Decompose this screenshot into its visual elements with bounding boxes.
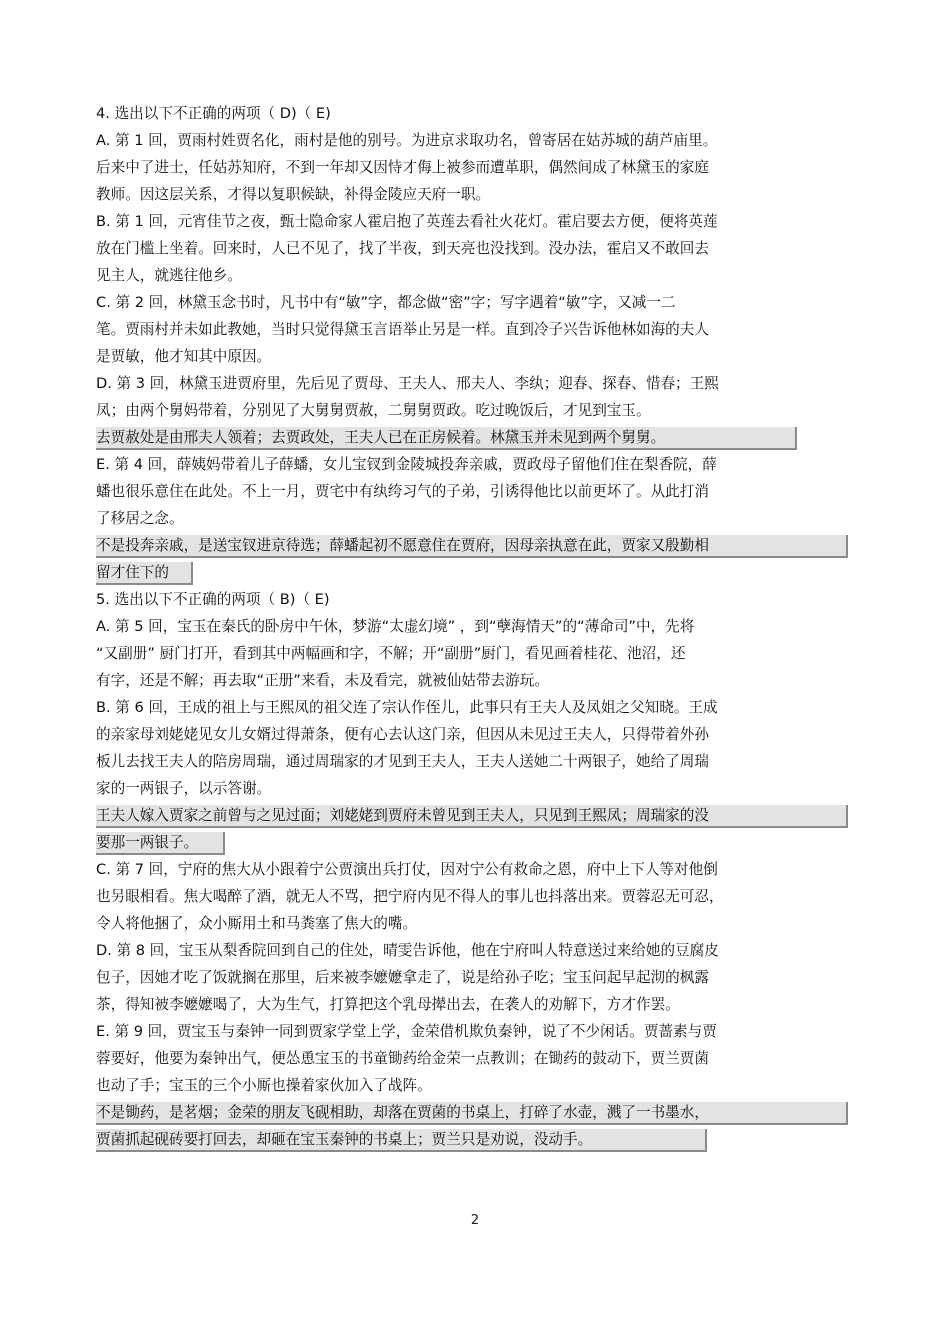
q4-stem: 4. 选出以下不正确的两项（ D)（ E) bbox=[96, 105, 331, 122]
q5-option-b-line-2: 的亲家母刘姥姥见女儿女婿过得萧条，便有心去认这门亲，但因从未见过王夫人，只得带着外孙 bbox=[96, 726, 709, 743]
q4-option-a-line-1: A. 第 1 回，贾雨村姓贾名化，雨村是他的别号。为进京求取功名，曾寄居在姑苏城的葫芦庙里。 bbox=[96, 132, 718, 149]
q4-option-b-line-3: 见主人，就逃往他乡。 bbox=[96, 267, 242, 284]
q4-option-c-line-2: 笔。贾雨村并未如此教她，当时只觉得黛玉言语举止另是一样。直到冷子兴告诉他林如海的夫人 bbox=[96, 321, 709, 338]
q5-option-e-line-2: 蓉要好，他要为秦钟出气，便怂恿宝玉的书童锄药给金荣一点教训；在锄药的鼓动下，贾兰贾菌 bbox=[96, 1050, 709, 1067]
q5-e-note-highlight-2: 贾菌抓起砚砖要打回去，却砸在宝玉秦钟的书桌上；贾兰只是劝说，没动手。 bbox=[96, 1129, 707, 1152]
q5-option-c-line-2: 也另眼相看。焦大喝醉了酒，就无人不骂，把宁府内见不得人的事儿也抖落出来。贾蓉忍无可忍， bbox=[96, 888, 724, 905]
q5-option-c-line-3: 令人将他捆了，众小厮用土和马粪塞了焦大的嘴。 bbox=[96, 915, 418, 932]
q4-d-explanation bbox=[96, 424, 856, 451]
q4-e-note-highlight-1: 不是投奔亲戚，是送宝钗进京待选；薛蟠起初不愿意住在贾府，因母亲执意在此，贾家又殷勤相 bbox=[96, 535, 848, 558]
q4-option-d-line-2: 凤；由两个舅妈带着，分别见了大舅舅贾赦，二舅舅贾政。吃过晚饭后，才见到宝玉。 bbox=[96, 402, 651, 419]
q4-e-explanation-2 bbox=[96, 559, 856, 586]
page-number: 2 bbox=[470, 1213, 480, 1228]
q4-option-e-line-2: 蟠也很乐意住在此处。不上一月，贾宅中有纨绔习气的子弟，引诱得他比以前更坏了。从此打消 bbox=[96, 483, 709, 500]
q4-d-note-highlight: 去贾赦处是由邢夫人领着；去贾政处，王夫人已在正房候着。林黛玉并未见到两个舅舅。 bbox=[96, 427, 797, 450]
q5-e-explanation-2 bbox=[96, 1126, 856, 1153]
q4-option-b-line-1: B. 第 1 回，元宵佳节之夜，甄士隐命家人霍启抱了英莲去看社火花灯。霍启要去方便，便将英莲 bbox=[96, 213, 718, 230]
q5-b-note-highlight-1: 王夫人嫁入贾家之前曾与之见过面；刘姥姥到贾府未曾见到王夫人，只见到王熙凤；周瑞家的没 bbox=[96, 805, 848, 828]
q5-option-b-line-1: B. 第 6 回，王成的祖上与王熙凤的祖父连了宗认作侄儿，此事只有王夫人及凤姐之父知晓。王成 bbox=[96, 699, 718, 716]
q5-option-a-line-3: 有字，还是不解；再去取“正册”来看，未及看完，就被仙姑带去游玩。 bbox=[96, 672, 549, 689]
q5-b-explanation-1 bbox=[96, 802, 856, 829]
q5-b-explanation-2 bbox=[96, 829, 856, 856]
q5-b-note-highlight-2: 要那一两银子。 bbox=[96, 832, 225, 855]
q5-option-b-line-4: 家的一两银子，以示答谢。 bbox=[96, 780, 272, 797]
q4-option-e-line-1: E. 第 4 回，薛姨妈带着儿子薛蟠，女儿宝钗到金陵城投奔亲戚，贾政母子留他们住在梨香院，薛 bbox=[96, 456, 717, 473]
q5-option-d-line-2: 包子，因她才吃了饭就搁在那里，后来被李嬷嬷拿走了，说是给孙子吃；宝玉问起早起沏的枫露 bbox=[96, 969, 709, 986]
q4-option-e-line-3: 了移居之念。 bbox=[96, 510, 184, 527]
q5-option-d-line-3: 茶，得知被李嬷嬷喝了，大为生气，打算把这个乳母撵出去，在袭人的劝解下，方才作罢。 bbox=[96, 996, 680, 1013]
q5-option-c-line-1: C. 第 7 回，宁府的焦大从小跟着宁公贾演出兵打仗，因对宁公有救命之恩，府中上下人等对他倒 bbox=[96, 861, 718, 878]
q4-option-a-line-2: 后来中了进士，任姑苏知府，不到一年却又因恃才侮上被参而遭革职，偶然间成了林黛玉的家庭 bbox=[96, 159, 709, 176]
q4-e-explanation-1 bbox=[96, 532, 856, 559]
q5-e-explanation-1 bbox=[96, 1099, 856, 1126]
q5-option-a-line-2: “又副册” 厨门打开，看到其中两幅画和字，不解；开“副册”厨门，看见画着桂花、池沼，还 bbox=[96, 645, 686, 662]
q4-option-d-line-1: D. 第 3 回，林黛玉进贾府里，先后见了贾母、王夫人、邢夫人、李纨；迎春、探春、惜春；王熙 bbox=[96, 375, 719, 392]
q5-option-e-line-1: E. 第 9 回，贾宝玉与秦钟一同到贾家学堂上学，金荣借机欺负秦钟，说了不少闲话。贾蔷素与贾 bbox=[96, 1023, 717, 1040]
q4-option-c-line-1: C. 第 2 回，林黛玉念书时，凡书中有“敏”字，都念做“密”字；写字遇着“敏”字，又减一二 bbox=[96, 294, 676, 311]
q4-option-b-line-2: 放在门槛上坐着。回来时，人已不见了，找了半夜，到天亮也没找到。没办法，霍启又不敢回去 bbox=[96, 240, 709, 257]
q5-option-d-line-1: D. 第 8 回，宝玉从梨香院回到自己的住处，晴雯告诉他，他在宁府叫人特意送过来给她的豆腐皮 bbox=[96, 942, 719, 959]
q4-e-note-highlight-2: 留才住下的 bbox=[96, 562, 193, 585]
q5-stem: 5. 选出以下不正确的两项（ B)（ E) bbox=[96, 591, 330, 608]
q5-e-note-highlight-1: 不是锄药，是茗烟；金荣的朋友飞砚相助，却落在贾菌的书桌上，打碎了水壶，溅了一书墨水， bbox=[96, 1102, 848, 1125]
page-content bbox=[96, 100, 856, 1153]
q5-option-a-line-1: A. 第 5 回，宝玉在秦氏的卧房中午休，梦游“太虚幻境” ，到“孽海情天”的“薄命司”中，先将 bbox=[96, 618, 695, 635]
q5-option-b-line-3: 板儿去找王夫人的陪房周瑞，通过周瑞家的才见到王夫人，王夫人送她二十两银子，她给了周瑞 bbox=[96, 753, 709, 770]
q4-option-a-line-3: 教师。因这层关系，才得以复职候缺，补得金陵应天府一职。 bbox=[96, 186, 491, 203]
q5-option-e-line-3: 也动了手；宝玉的三个小厮也操着家伙加入了战阵。 bbox=[96, 1077, 432, 1094]
q4-option-c-line-3: 是贾敏，他才知其中原因。 bbox=[96, 348, 272, 365]
